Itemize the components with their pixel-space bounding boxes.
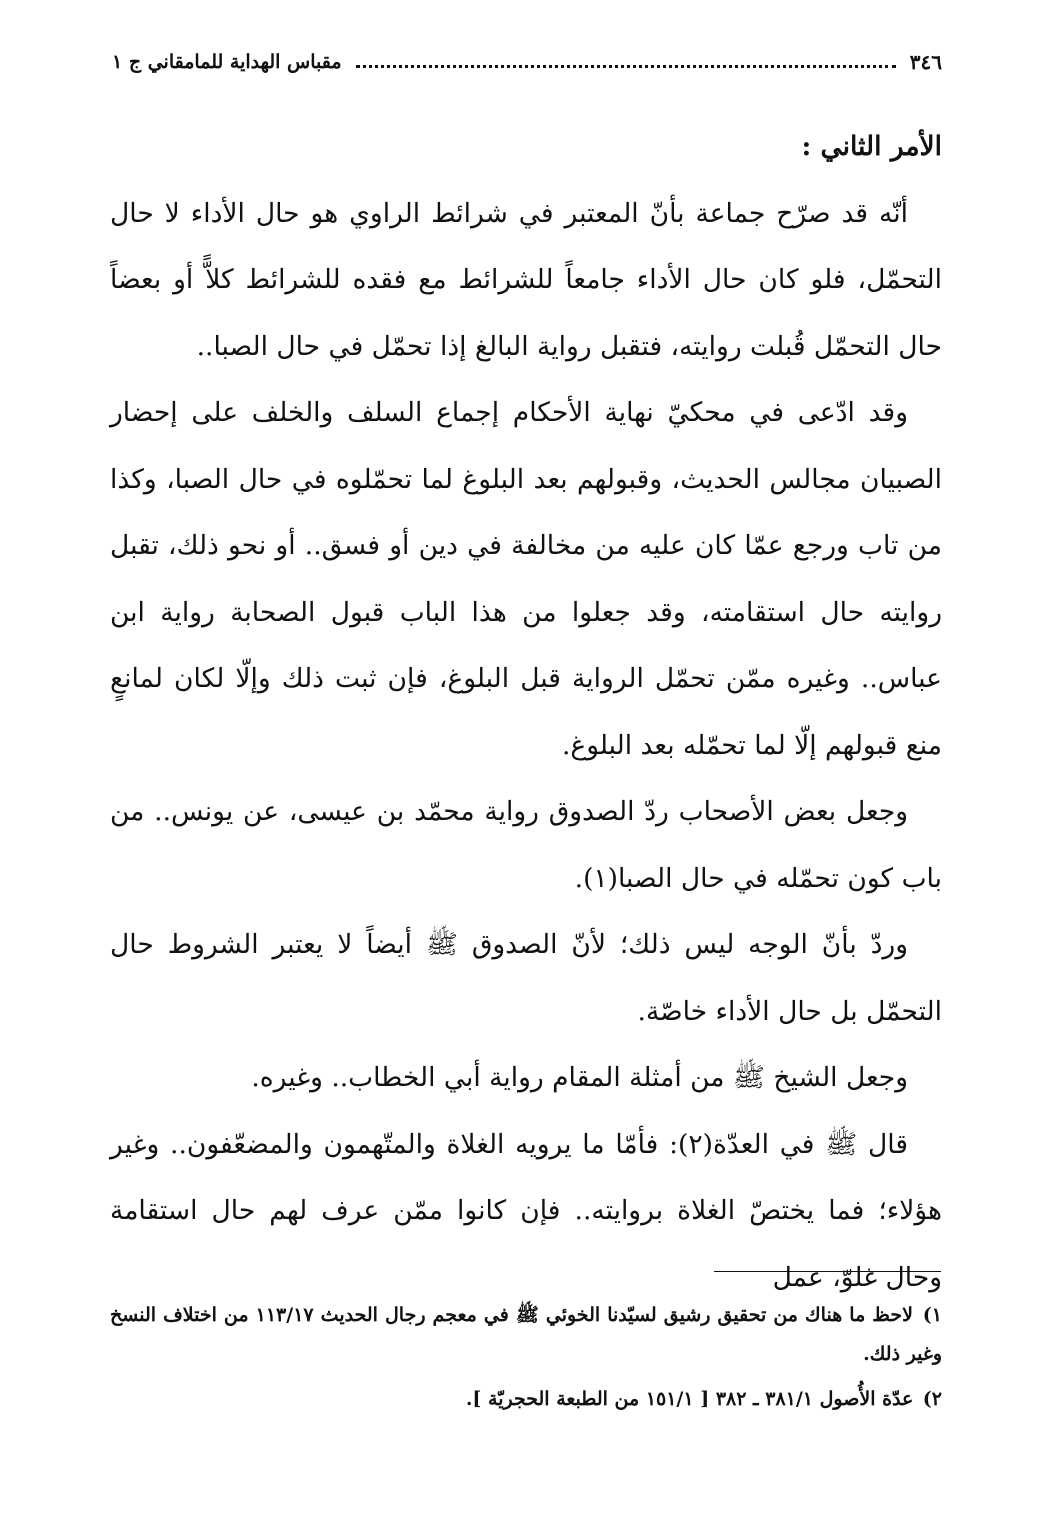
paragraph: وجعل الشيخ ﷺ من أمثلة المقام رواية أبي الخطاب.. وغيره. <box>251 1062 908 1093</box>
book-title: مقباس الهداية للمامقاني ج ١ <box>112 51 342 73</box>
footnote <box>110 1296 942 1374</box>
page-number: ٣٤٦ <box>909 50 942 74</box>
paragraph: وردّ بأنّ الوجه ليس ذلك؛ لأنّ الصدوق ﷺ أيضاً لا يعتبر الشروط حال التحمّل بل حال الأداء خاصّة. <box>110 929 942 1027</box>
paragraph: وقد ادّعى في محكيّ نهاية الأحكام إجماع السلف والخلف على إحضار الصبيان مجالس الحديث، وقبولهم بعد البلوغ لما تحمّلوه في حال الصبا، وكذا من تاب ورجع عمّا كان عليه من مخالفة في دين أو فسق.. أو نحو ذلك، تقبل روايته حال استقامته، وقد جعلوا من هذا الباب قبول الصحابة رواية ابن عباس.. وغيره ممّن تحمّل الرواية قبل البلوغ، فإن ثبت ذلك وإلّا لكان لمانعٍ منع قبولهم إلّا لما تحمّله بعد البلوغ. <box>110 397 942 761</box>
running-header <box>112 40 942 84</box>
footnotes <box>110 1296 942 1425</box>
footnote-text: عدّة الأُصول ٣٨١/١ ـ ٣٨٢ [ ١٥١/١ من الطبعة الحجريّة ]. <box>465 1388 914 1410</box>
paragraph: وجعل بعض الأصحاب ردّ الصدوق رواية محمّد بن عيسى، عن يونس.. من باب كون تحمّله في حال الصبا(١). <box>110 796 942 894</box>
paragraph: قال ﷺ في العدّة(٢): فأمّا ما يرويه الغلاة والمتّهمون والمضعّفون.. وغير هؤلاء؛ فما يختصّ الغلاة بروايته.. فإن كانوا ممّن عرف لهم حال استقامة وحال غلوّ، عمل <box>110 1128 942 1293</box>
section-heading: الأمر الثاني : <box>801 131 942 162</box>
footnote-marker: ١) <box>922 1304 942 1326</box>
main-text <box>110 114 942 1311</box>
paragraph: أنّه قد صرّح جماعة بأنّ المعتبر في شرائط الراوي هو حال الأداء لا حال التحمّل، فلو كان حال الأداء جامعاً للشرائط مع فقده للشرائط كلاًّ أو بعضاً حال التحمّل قُبلت روايته، فتقبل رواية البالغ إذا تحمّل في حال الصبا.. <box>110 197 942 362</box>
footnote <box>110 1380 942 1419</box>
footnote-separator <box>714 1271 941 1272</box>
footnote-marker: ٢) <box>922 1388 942 1410</box>
footnote-text: لاحظ ما هناك من تحقيق رشيق لسيّدنا الخوئي ﷺ في معجم رجال الحديث ١١٣/١٧ من اختلاف النسخ وغير ذلك. <box>110 1304 942 1365</box>
header-dot-leader <box>356 65 896 68</box>
